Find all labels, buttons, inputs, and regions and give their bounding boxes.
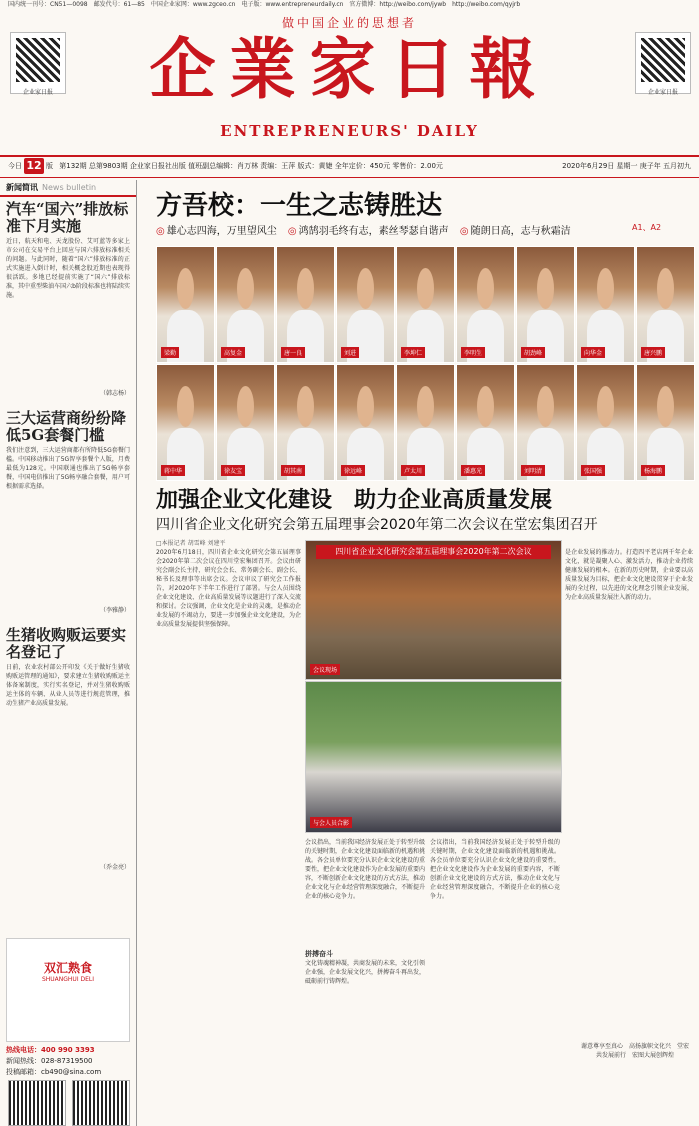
feature-title[interactable]: 方吾校：一生之志铸胜达 <box>156 191 443 221</box>
portrait-photo <box>456 246 515 363</box>
portrait-name: 张国强 <box>581 465 605 476</box>
story-headline[interactable]: 汽车“国六”排放标准下月实施 <box>6 200 129 235</box>
today-label: 今日 <box>8 162 22 170</box>
portrait-name: 徐友宝 <box>221 465 245 476</box>
portrait-photo <box>336 364 395 481</box>
page-count-badge: 12 <box>24 158 44 174</box>
contact-info <box>6 1045 128 1078</box>
portrait-photo <box>576 246 635 363</box>
portrait-photo <box>576 364 635 481</box>
article-column-2b: 会议指出，当前我国经济发展正处于转型升级的关键时期，企业文化建设面临新的机遇和挑战。各会员单位要充分认识企业文化建设的重要性，把企业文化建设作为企业发展的重要内容，不断创新企业文化建设的方式方法，推动企业文化与企业经营管理深度融合，不断提升企业的核心竞争力。 <box>430 839 560 900</box>
story-author: （韩志杨） <box>99 390 130 397</box>
portrait-name: 蒋中华 <box>161 465 185 476</box>
feature-subtitles: ◎ 雄心志四海，万里望风尘 ◎ 鸿鹄羽毛终有志，素丝琴瑟自谐声 ◎ 随朗日高，志与秋霜洁 <box>156 226 571 237</box>
portrait-name: 杨海鹏 <box>641 465 665 476</box>
qr-caption-left: 企业家日报 <box>22 89 53 96</box>
story-author: （乔金亮） <box>99 864 130 871</box>
portrait-photo <box>276 246 335 363</box>
portrait-name: 潘惠光 <box>461 465 485 476</box>
news-hotline: 新闻热线：028-87319500 <box>6 1057 93 1065</box>
story-headline[interactable]: 三大运营商纷纷降低5G套餐门槛 <box>6 409 127 444</box>
advertisement[interactable] <box>6 938 130 1042</box>
story-headline[interactable]: 生猪收购贩运要实名登记了 <box>6 626 127 661</box>
portrait-photo <box>336 246 395 363</box>
story-body: 我们注意到，三大运营商都有所降低5G套餐门槛。中国移动推出了5G智享套餐个人版，月费最低为128元。中国联通也推出了5G畅享套餐，中国电信推出了5G畅享融合套餐，用户可根据需求选择。 <box>6 447 130 490</box>
meeting-banner: 四川省企业文化研究会第五届理事会2020年第二次会议 <box>316 545 551 559</box>
issue-details: 第132期 总第9803期 企业家日报社出版 值班副总编辑：肖万林 责编：王萍 版式：黄婕 全年定价：450元 零售价：2.00元 <box>59 162 443 170</box>
byline: □本报记者 胡雪峰 刘建平 <box>156 540 226 547</box>
ad-brand-en: SHUANGHUI DELI <box>41 976 95 983</box>
group-photo-caption: 与会人员合影 <box>310 817 352 828</box>
story-body: 近日，航天和电、天龙股份、艾可蓝等多家上市公司在交易平台上回应与国六排放标准相关的问题。与此同时，随着“国六”排放标准的正式实施进入倒计时，相关概念股近期也表现得很活跃。多地已经提前实施了“国六”排放标准，其中重型柴油车国六b阶段标准也将陆续实施。 <box>6 238 130 299</box>
qr-caption-right: 企业家日报 <box>647 89 678 96</box>
section-title: 新闻简讯 News bulletin <box>0 180 136 197</box>
story-body: 日前，农业农村部公开印发《关于做好生猪收购贩运管理的通知》，要求建立生猪收购贩运主体备案制度，实行实名登记，并对生猪收购贩运主体的车辆、从业人员等进行规范管理，推动生猪产业高质量发展。 <box>6 664 130 707</box>
portrait-photo <box>216 364 275 481</box>
masthead-slogan: 做中国企业的思想者 <box>281 16 417 30</box>
portrait-photo <box>156 246 215 363</box>
portrait-photo <box>396 246 455 363</box>
meeting-photo <box>305 540 562 680</box>
poem-title: 拼搏奋斗 <box>305 950 333 958</box>
portrait-photo <box>636 364 695 481</box>
issue-date: 2020年6月29日 星期一 庚子年 五月初九 <box>562 162 691 170</box>
portrait-name: 向华金 <box>581 347 605 358</box>
newspaper-logo-english: ENTREPRENEURS' DAILY <box>220 122 479 140</box>
newspaper-logo: 企業家日報 <box>149 30 550 108</box>
portrait-photo <box>456 364 515 481</box>
poem-text: 文化铸魂精神凝，共商发展的未来，文化引领企业强，企业发展文化兴，拼搏奋斗再出发，砥砺前行铸辉煌。 <box>305 960 426 985</box>
portrait-name: 李坤仁 <box>401 347 425 358</box>
group-photo <box>305 681 562 833</box>
qr-code-bottom-right <box>72 1080 130 1126</box>
portrait-photo <box>636 246 695 363</box>
portrait-name: 梁勤 <box>161 347 179 358</box>
article-column-1: 2020年6月18日，四川省企业文化研究会第五届理事会2020年第二次会议在四川堂宏集团召开。会议由研究会副会长主持，研究会会长、常务副会长、副会长、秘书长及理事等出席会议。会议审议了研究会工作报告，对2020年下半年工作进行了部署。与会人员围绕企业文化建设、企业高质量发展等议题进行了深入交流和探讨。会议强调，企业文化是企业的灵魂，是推动企业发展的不竭动力，要进一步加强企业文化建设，为企业高质量发展提供坚强保障。 <box>156 549 301 628</box>
top-info-line: 国内统一刊号：CN51—0098 邮发代号：61—85 中国企业家网：www.zgceo.cn 电子版：www.entrepreneurdaily.cn 官方微博：http://weibo.com/jywb http://weibo.com/qyjrb <box>8 1 521 8</box>
portrait-photo <box>516 246 575 363</box>
ad-brand: 双汇熟食 <box>43 961 92 975</box>
portrait-name: 高复金 <box>221 347 245 358</box>
portrait-name: 胡劲峰 <box>521 347 545 358</box>
submission-email: 投稿邮箱：cb490@sina.com <box>6 1068 102 1076</box>
portrait-photo <box>216 246 275 363</box>
hotline: 热线电话：400 990 3393 <box>6 1046 95 1054</box>
portrait-name: 唐一良 <box>281 347 305 358</box>
article-column-3: 是企业发展的推动力。打造四平老店两千年企业文化，就是凝聚人心、激发活力，推动企业持续健康发展的根本。在新的历史时期，企业要以高质量发展为目标，把企业文化建设贯穿于企业发展的全过程，以先进的文化理念引领企业发展，为企业高质量发展注入新的动力。 <box>565 549 693 601</box>
portrait-name: 刘明清 <box>521 465 545 476</box>
side-poem: 谢意尊享至真心 高扬旗帜文化兴 堂宏共发展前行 宏图大展创辉煌 <box>580 1043 689 1059</box>
portrait-name: 唐兴鹏 <box>641 347 665 358</box>
portrait-name: 刘进 <box>341 347 359 358</box>
masthead <box>0 10 699 150</box>
portrait-name: 徐远峰 <box>341 465 365 476</box>
portrait-name: 卢太川 <box>401 465 425 476</box>
poem-box <box>305 950 425 986</box>
issue-info-bar <box>0 155 699 178</box>
portrait-photo <box>396 364 455 481</box>
portrait-photo <box>156 364 215 481</box>
portrait-name: 李明生 <box>461 347 485 358</box>
story-author: （李雅静） <box>99 607 130 614</box>
main-article-title[interactable]: 加强企业文化建设 助力企业高质量发展 <box>156 487 553 513</box>
photo-caption: 会议现场 <box>310 664 340 675</box>
main-article-subtitle: 四川省企业文化研究会第五届理事会2020年第二次会议在堂宏集团召开 <box>156 517 598 533</box>
article-column-2: 会议指出，当前我国经济发展正处于转型升级的关键时期，企业文化建设面临新的机遇和挑战。各会员单位要充分认识企业文化建设的重要性，把企业文化建设作为企业发展的重要内容，不断创新企业文化建设的方式方法，推动企业文化与企业经营管理深度融合，不断提升企业的核心竞争力。 <box>305 839 425 900</box>
qr-code-bottom-left <box>8 1080 66 1126</box>
portrait-photo <box>276 364 335 481</box>
portrait-photo <box>516 364 575 481</box>
page-suffix: 版 <box>46 162 53 170</box>
portrait-name: 胡其南 <box>281 465 305 476</box>
feature-page-ref[interactable]: A1、A2 <box>632 223 662 232</box>
